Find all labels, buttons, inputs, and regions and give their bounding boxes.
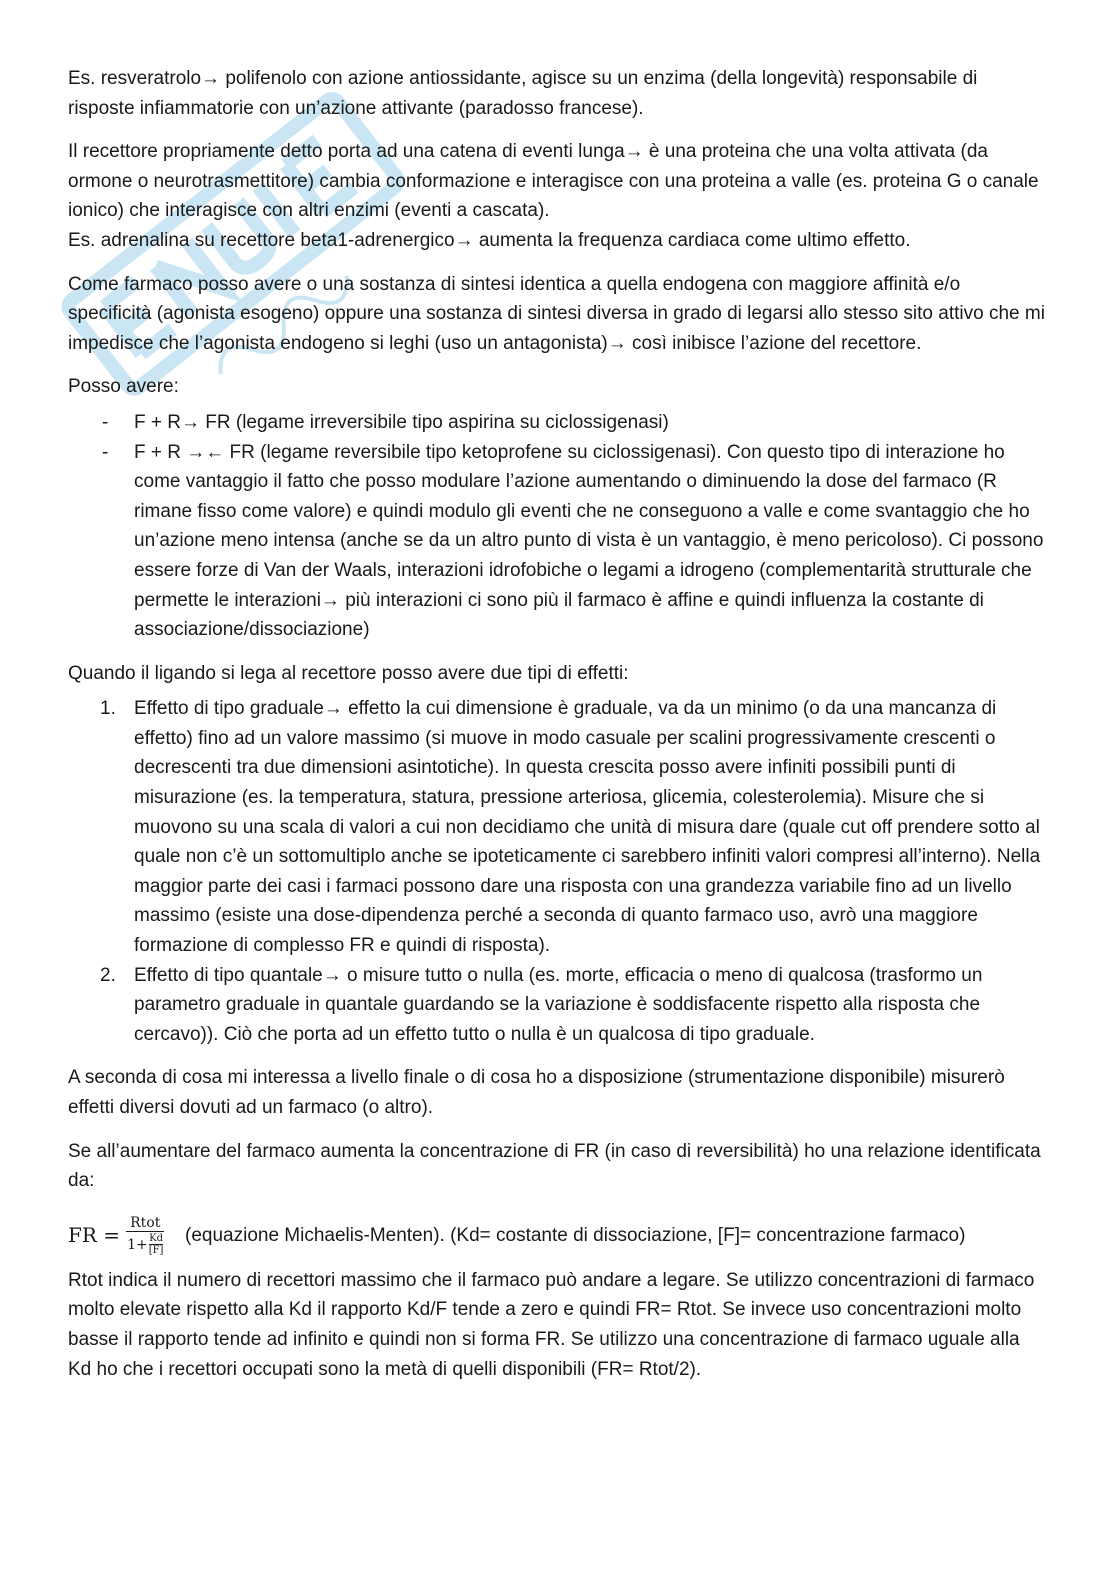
bullet-text: F + R→ FR (legame irreversibile tipo aspirina su ciclossigenasi) [134,411,669,433]
formula-one-plus: 1+ [127,1236,148,1253]
formula-fraction [126,1215,164,1256]
list-item [68,438,1048,645]
bullet-list [68,408,1048,645]
bullet-mark: - [102,411,109,433]
numbered-text: Effetto di tipo quantale→ o misure tutto o nulla (es. morte, efficacia o meno di qualcosa (trasformo un parametro graduale in quantale guardando se la variazione è soddisfacente rispetto alla risposta che cercavo)). Ciò che porta ad un effetto tutto o nulla è un qualcosa di tipo graduale. [134,964,983,1045]
numbered-text: Effetto di tipo graduale→ effetto la cui dimensione è graduale, va da un minimo (o da una mancanza di effetto) fino ad un valore massimo (si muove in modo casuale per scalini progressivamente crescenti o decrescenti tra due dimensioni asintotiche). In questa crescita posso avere infiniti possibili punti di misurazione (es. la temperatura, statura, pressione arteriosa, glicemia, colesterolemia). Misure che si muovono su una scala di valori a cui non decidiamo che unità di misura dare (quale cut off prendere sotto al quale non c’è un sottomultiplo anche se ipoteticamente ci sarebbero infiniti valori compresi all’interno). Nella maggior parte dei casi i farmaci possono dare una risposta con una grandezza variabile fino ad un livello massimo (esiste una dose-dipendenza perché a seconda di quanto farmaco uso, avrò una maggiore formazione di complesso FR e quindi di risposta). [134,698,1041,957]
adrenalina-text: Es. adrenalina su recettore beta1-adrenergico→ aumenta la frequenza cardiaca come ultimo effetto. [68,229,911,251]
number-mark: 1. [100,698,116,720]
list-item [68,408,1048,438]
paragraph-posso-avere: Posso avere: [68,376,179,398]
equation-row [68,1206,1048,1266]
numbered-list [68,694,1048,1049]
paragraph-resveratrolo: Es. resveratrolo→ polifenolo con azione antiossidante, agisce su un enzima (della longevità) responsabile di risposte infiammatorie con un’azione attivante (paradosso francese). [68,68,978,119]
document-body [68,64,1048,1398]
formula-denominator [126,1231,164,1256]
paragraph-a-seconda: A seconda di cosa mi interessa a livello finale o di cosa ho a disposizione (strumentazione disponibile) misurerò effetti diversi dovuti ad un farmaco (o altro). [68,1067,1005,1118]
paragraph-relazione: Se all’aumentare del farmaco aumenta la concentrazione di FR (in caso di reversibilità) ho una relazione identificata da: [68,1140,1041,1192]
formula-subfraction [149,1233,164,1256]
paragraph-recettore [68,137,1048,255]
bullet-mark: - [102,441,109,463]
bullet-text: F + R →← FR (legame reversibile tipo ketoprofene su ciclossigenasi). Con questo tipo di interazione ho come vantaggio il fatto che posso modulare l’azione aumentando o diminuendo la dose del farmaco (R rimane fisso come valore) e quindi modulo gli eventi che ne conseguono a valle e come svantaggio che ho un’azione meno intensa (anche se da un altro punto di vista è un vantaggio, è meno pericoloso). Ci possono essere forze di Van der Waals, interazioni idrofobiche o legami a idrogeno (complementarità strutturale che permette le interazioni→ più interazioni ci sono più il farmaco è affine e quindi influenza la costante di associazione/dissociazione) [134,441,1044,641]
formula-lhs: FR = [68,1222,121,1247]
equation-caption: (equazione Michaelis-Menten). (Kd= costante di dissociazione, [F]= concentrazione farmaco) [185,1224,966,1246]
formula-sub-denominator: [F] [148,1245,164,1257]
paragraph-farmaco: Come farmaco posso avere o una sostanza di sintesi identica a quella endogena con maggiore affinità e/o specificità (agonista esogeno) oppure una sostanza di sintesi diversa in grado di legarsi allo stesso sito attivo che mi impedisce che l’agonista endogeno si leghi (uso un antagonista)→ così inibisce l’azione del recettore. [68,273,1045,354]
formula-sub-numerator: Kd [149,1233,164,1245]
list-item [68,961,1048,1050]
paragraph-rtot: Rtot indica il numero di recettori massimo che il farmaco può andare a legare. Se utilizzo concentrazioni di farmaco molto elevate rispetto alla Kd il rapporto Kd/F tende a zero e quindi FR= Rtot. Se invece uso concentrazioni molto basse il rapporto tende ad infinito e quindi non si forma FR. Se utilizzo una concentrazione di farmaco uguale alla Kd ho che i recettori occupati sono la metà di quelli disponibili (FR= Rtot/2). [68,1269,1035,1380]
list-item [68,694,1048,960]
formula-numerator: Rtot [130,1215,161,1232]
number-mark: 2. [100,964,116,986]
paragraph-ligando: Quando il ligando si lega al recettore posso avere due tipi di effetti: [68,662,629,684]
recettore-text: Il recettore propriamente detto porta ad una catena di eventi lunga→ è una proteina che una volta attivata (da ormone o neurotrasmettitore) cambia conformazione e interagisce con una proteina a valle (es. proteina G o canale ionico) che interagisce con altri enzimi (eventi a cascata). [68,141,1039,222]
michaelis-menten-formula [68,1215,185,1256]
